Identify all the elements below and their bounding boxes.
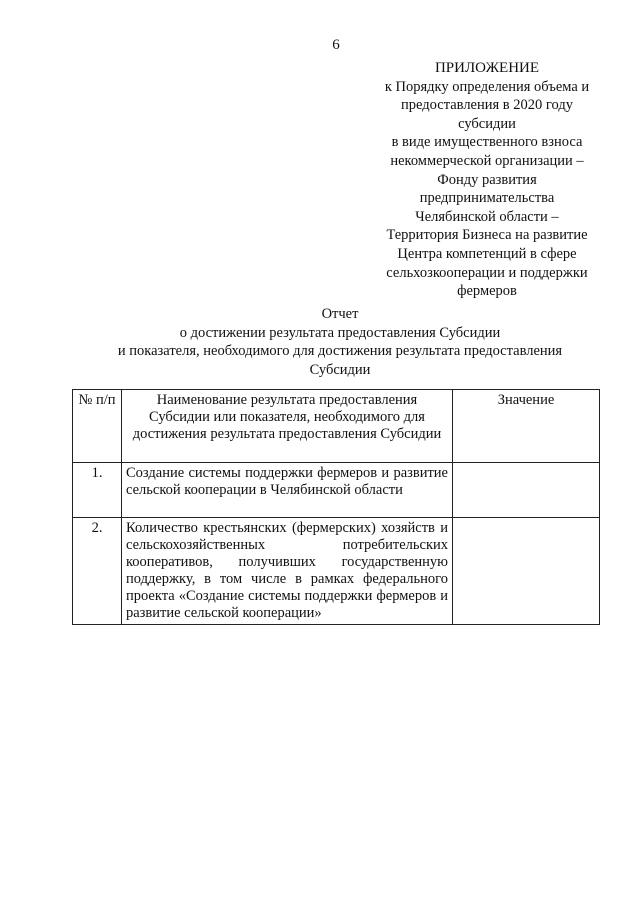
appendix-line: к Порядку определения объема и [384, 78, 590, 95]
table-header-row [73, 390, 600, 463]
report-subtitle-line: Субсидии [309, 361, 371, 378]
row-num: 2. [73, 518, 122, 625]
row-name: Создание системы поддержки фермеров и развитие сельской кооперации в Челябинской области [122, 463, 453, 518]
appendix-line: предпринимательства [419, 190, 555, 207]
table-row [73, 463, 600, 518]
table-row [73, 518, 600, 625]
row-name: Количество крестьянских (фермерских) хозяйств и сельскохозяйственных потребительских кооперативов, получивших государственную поддержку, в том числе в рамках федерального проекта «Создание системы поддержки фермеров и развитие сельской кооперации» [122, 518, 453, 625]
appendix-line: Челябинской области – [415, 208, 559, 225]
header-value: Значение [453, 390, 600, 463]
header-num: № п/п [73, 390, 122, 463]
appendix-line: сельхозкооперации и поддержки [386, 264, 588, 281]
header-name: Наименование результата предоставления Субсидии или показателя, необходимого для достижения результата предоставления Субсидии [122, 390, 453, 463]
report-table [72, 389, 600, 625]
report-heading [100, 305, 580, 379]
row-num: 1. [73, 463, 122, 518]
appendix-line: фермеров [457, 283, 517, 300]
report-title: Отчет [321, 306, 359, 322]
page-number: 6 [332, 37, 340, 53]
row-value [453, 518, 600, 625]
appendix-line: Территория Бизнеса на развитие [386, 227, 588, 244]
row-value [453, 463, 600, 518]
appendix-line: в виде имущественного взноса [391, 134, 583, 151]
appendix-block [372, 59, 602, 301]
appendix-title: ПРИЛОЖЕНИЕ [434, 60, 540, 76]
appendix-line: субсидии [458, 115, 516, 132]
appendix-line: некоммерческой организации – [390, 152, 584, 169]
report-subtitle-line: о достижении результата предоставления Субсидии [179, 324, 501, 341]
report-subtitle-line: и показателя, необходимого для достижения результата предоставления [117, 343, 563, 359]
appendix-line: предоставления в 2020 году [401, 97, 573, 114]
appendix-line: Фонду развития [437, 171, 537, 188]
appendix-line: Центра компетенций в сфере [397, 245, 577, 262]
